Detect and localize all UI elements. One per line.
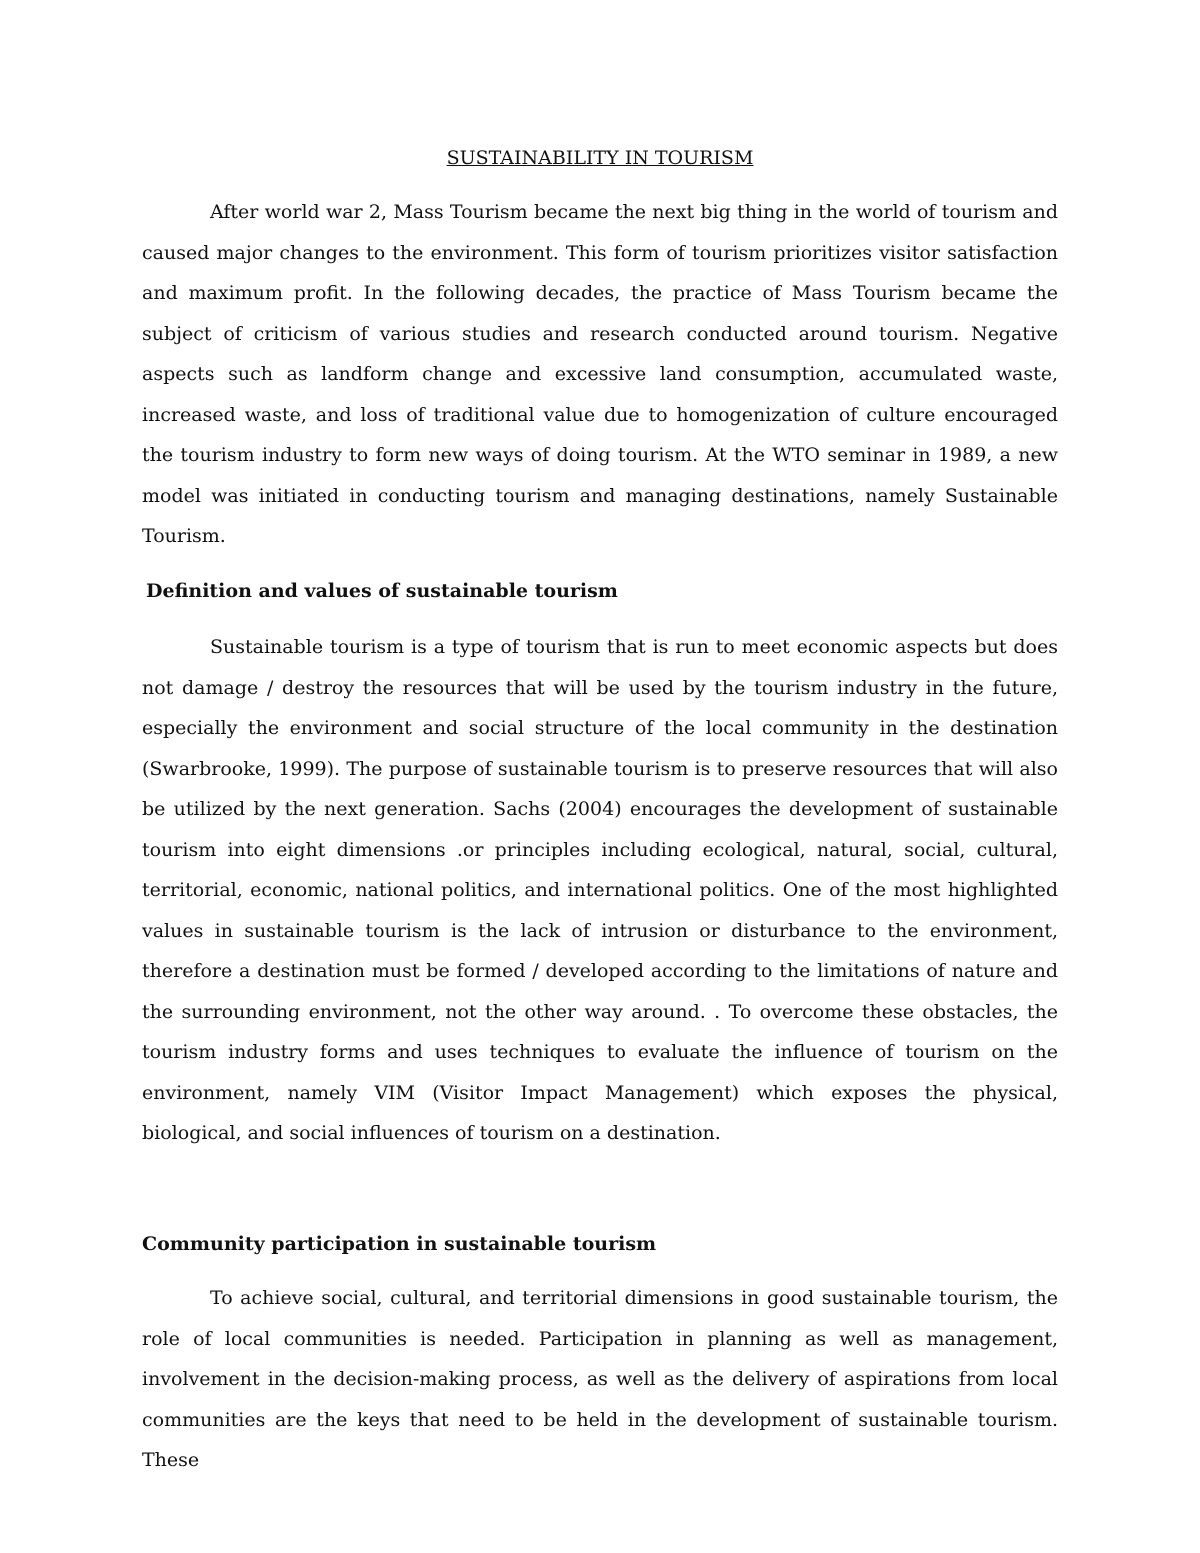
paragraph-mass-tourism: After world war 2, Mass Tourism became the next big thing in the world of tourism and caused major changes to the environment. This form of tourism prioritizes visitor satisfaction and maximum profit. In the following decades, the practice of Mass Tourism became the subject of criticism of various studies and research conducted around tourism. Negative aspects such as landform change and excessive land consumption, accumulated waste, increased waste, and loss of traditional value due to homogenization of culture encouraged the tourism industry to form new ways of doing tourism. At the WTO seminar in 1989, a new model was initiated in conducting tourism and managing destinations, namely Sustainable Tourism. (142, 201, 1058, 547)
document-page (142, 140, 1058, 1481)
section-heading-community: Community participation in sustainable tourism (142, 1232, 657, 1255)
document-title: SUSTAINABILITY IN TOURISM (446, 147, 754, 169)
paragraph-community: To achieve social, cultural, and territorial dimensions in good sustainable tourism, the role of local communities is needed. Participation in planning as well as management, involvement in the decision-making process, as well as the delivery of aspirations from local communities are the keys that need to be held in the development of sustainable tourism. These (142, 1287, 1058, 1471)
section-heading-definition: Definition and values of sustainable tourism (146, 579, 618, 602)
paragraph-definition: Sustainable tourism is a type of tourism that is run to meet economic aspects but does not damage / destroy the resources that will be used by the tourism industry in the future, especially the environment and social structure of the local community in the destination (Swarbrooke, 1999). The purpose of sustainable tourism is to preserve resources that will also be utilized by the next generation. Sachs (2004) encourages the development of sustainable tourism into eight dimensions .or principles including ecological, natural, social, cultural, territorial, economic, national politics, and international politics. One of the most highlighted values in sustainable tourism is the lack of intrusion or disturbance to the environment, therefore a destination must be formed / developed according to the limitations of nature and the surrounding environment, not the other way around. . To overcome these obstacles, the tourism industry forms and uses techniques to evaluate the influence of tourism on the environment, namely VIM (Visitor Impact Management) which exposes the physical, biological, and social influences of tourism on a destination. (142, 636, 1058, 1144)
